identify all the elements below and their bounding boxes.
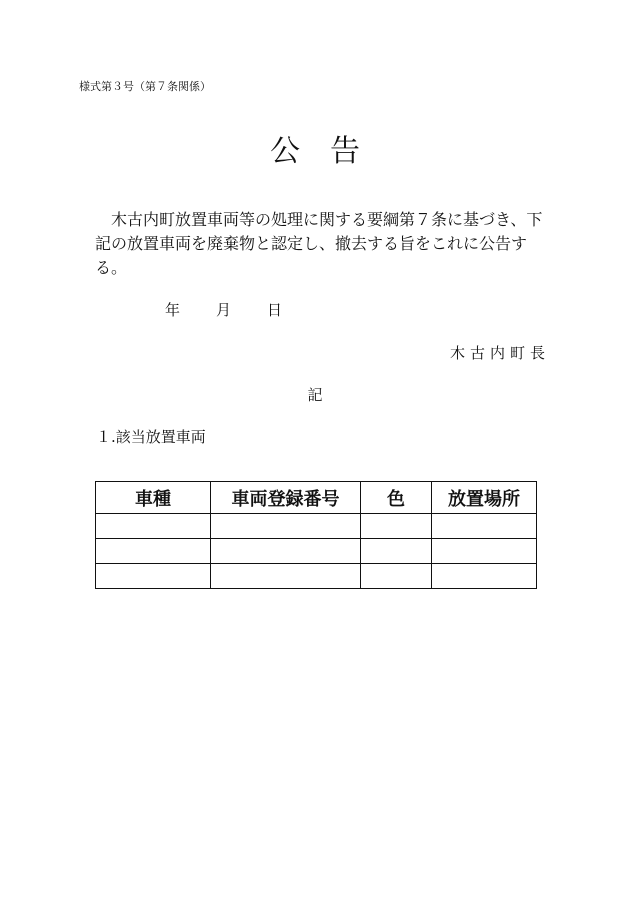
table-cell xyxy=(432,564,537,589)
table-cell xyxy=(432,514,537,539)
vehicle-table xyxy=(95,481,537,589)
date-day-label: 日 xyxy=(267,301,283,319)
header-location: 放置場所 xyxy=(432,482,537,514)
item-heading: １.該当放置車両 xyxy=(96,428,206,446)
table-cell xyxy=(211,564,361,589)
table-cell xyxy=(96,514,211,539)
notice-title: 公告 xyxy=(270,134,390,169)
date-year-label: 年 xyxy=(165,301,181,319)
table-cell xyxy=(432,539,537,564)
header-vehicle-type: 車種 xyxy=(96,482,211,514)
date-line xyxy=(0,300,630,320)
table-cell xyxy=(96,564,211,589)
ki-heading: 記 xyxy=(307,386,323,404)
form-number: 様式第３号（第７条関係） xyxy=(79,80,211,93)
table-cell xyxy=(361,539,432,564)
header-registration-number: 車両登録番号 xyxy=(211,482,361,514)
table-cell xyxy=(361,564,432,589)
table-cell xyxy=(211,539,361,564)
table-cell xyxy=(211,514,361,539)
date-month-label: 月 xyxy=(216,301,232,319)
notice-body: 木古内町放置車両等の処理に関する要綱第７条に基づき、下記の放置車両を廃棄物と認定し、撤去する旨をこれに公告する。 xyxy=(95,210,543,277)
signatory: 木古内町長 xyxy=(449,344,550,362)
table-row xyxy=(96,539,537,564)
table-header-row xyxy=(96,482,537,514)
table-row xyxy=(96,564,537,589)
table-cell xyxy=(96,539,211,564)
table-cell xyxy=(361,514,432,539)
header-color: 色 xyxy=(361,482,432,514)
table-row xyxy=(96,514,537,539)
